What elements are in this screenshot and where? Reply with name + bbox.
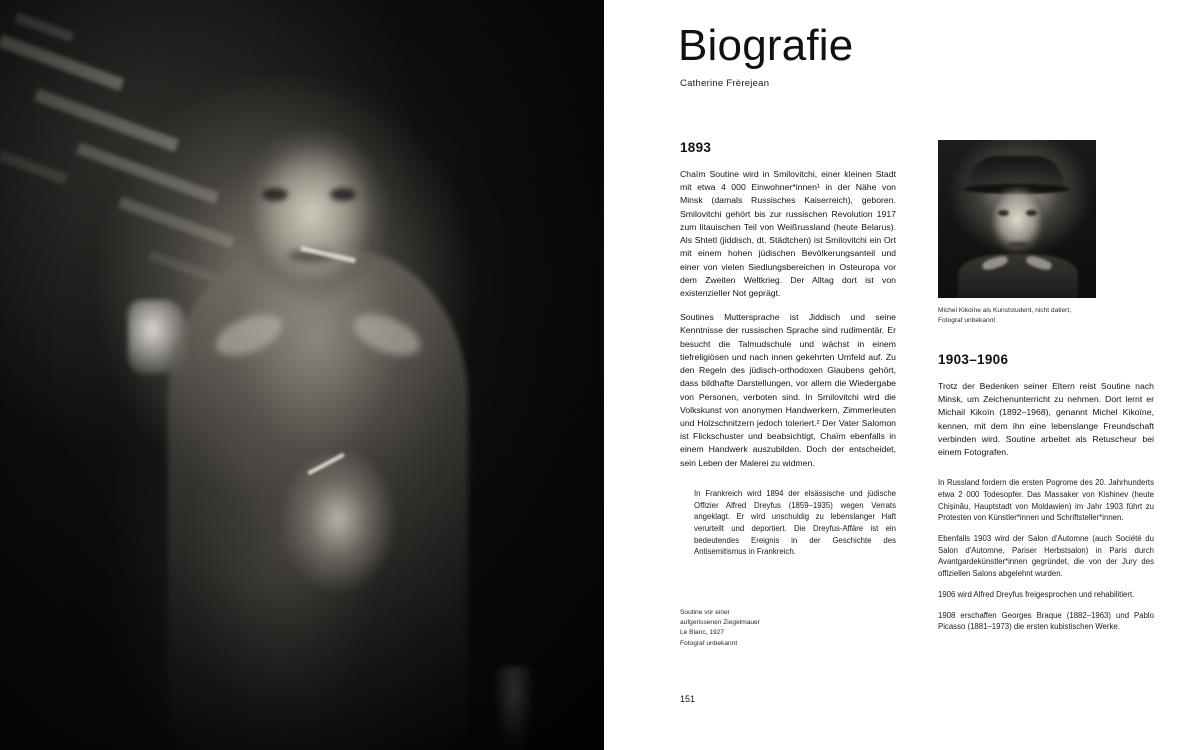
figure-hand bbox=[278, 452, 398, 602]
note-paragraph: In Frankreich wird 1894 der elsässische und jüdische Offizier Alfred Dreyfus (1859–1935) wegen Verrats angeklagt. Er wird unschuldig zu lebenslanger Haft verurteilt und deportiert. Die Dreyfus-Affäre ist ein bedeutendes Ereignis in der Geschichte des Antisemitismus in Frankreich. bbox=[694, 488, 896, 557]
sidebar-note-right bbox=[938, 477, 1154, 633]
author-byline: Catherine Frèrejean bbox=[680, 78, 770, 89]
brick-streak bbox=[76, 142, 219, 204]
stand-object bbox=[494, 666, 534, 750]
note-paragraph: In Russland fordern die ersten Pogrome des 20. Jahrhunderts etwa 2 000 Todesopfer. Das Massaker von Kishinev (heute Chișinău, Hauptstadt von Moldawien) im Jahr 1903 führt zu Protesten von Künstler*innen und Schriftsteller*innen. bbox=[938, 478, 1154, 523]
caption-line: Fotograf unbekannt bbox=[680, 639, 738, 647]
caption-line: Fotograf unbekannt bbox=[938, 316, 996, 324]
figure-eye-left bbox=[262, 188, 288, 201]
paragraph: Trotz der Bedenken seiner Eltern reist Soutine nach Minsk, um Zeichenunterricht zu nehmen. Dort lernt er Michail Kikoïn (1892–1968), genannt Michel Kikoïne, kennen, mit dem ihn eine lebenslange Freundschaft verbinden wird. Soutine arbeitet als Retuscheur bei einem Fotografen. bbox=[938, 381, 1154, 458]
note-paragraph: 1908 erschaffen Georges Braque (1882–1963) und Pablo Picasso (1881–1973) die ersten kubistischen Werke. bbox=[938, 610, 1154, 632]
caption-line: aufgerissenen Ziegelmauer bbox=[680, 619, 760, 627]
note-paragraph: Ebenfalls 1903 wird der Salon d'Automne (auch Société du Salon d'Automne, Pariser Herbstsalon) in Paris durch Avantgardekünstler*innen gegründet, die von der Jury des offiziellen Salons abgelehnt wurden. bbox=[938, 534, 1154, 579]
paragraph: Chaïm Soutine wird in Smilovitchi, einer kleinen Stadt mit etwa 4 000 Einwohner*innen¹ in der Nähe von Minsk (damals Russisches Kaiserreich), geboren. Smilovitchi gehört bis zur russischen Revolution 1917 zum litauischen Teil von Weißrussland (heute Belarus). Als Shtetl (jiddisch, dt. Städtchen) ist Smilovitchi ein Ort mit einem hohen jüdischen Bevölkerungsanteil und einer von vielen Siedlungsbereichen in Osteuropa vor dem Zweiten Weltkrieg. Der Alltag dort ist von existenzieller Not geprägt. bbox=[680, 169, 896, 298]
brick-streak bbox=[0, 150, 68, 184]
brick-streak bbox=[34, 88, 179, 152]
photo-caption-left bbox=[680, 608, 860, 649]
year-heading-1893: 1893 bbox=[680, 140, 712, 155]
brick-streak bbox=[0, 34, 124, 91]
paragraph: Soutines Muttersprache ist Jiddisch und seine Kenntnisse der russischen Sprache sind rudimentär. Er besucht die Talmudschule und wächst in einem tiefreligiösen und nach innen gekehrten Umfeld auf. Zu den Regeln des jüdisch-orthodoxen Glaubens gehört, dass bildhafte Darstellungen, vor allem die Wiedergabe von Personen, verboten sind. In Smilovitchi wird die Volkskunst von anonymen Handwerkern, Zimmerleuten und Holzschnitzern jedoch toleriert.² Der Vater Salomon ist Flickschuster und beabsichtigt, Chaïm ebenfalls in einem Handwerk auszubilden. Doch der entscheidet, sein Leben der Malerei zu widmen. bbox=[680, 312, 896, 468]
brick-streak bbox=[14, 12, 74, 42]
right-page bbox=[604, 0, 1200, 750]
photo-caption-right bbox=[938, 306, 1138, 326]
sidebar-note-left bbox=[680, 488, 896, 558]
column-right bbox=[938, 352, 1154, 633]
page-number: 151 bbox=[680, 694, 696, 704]
figure-eye-right bbox=[330, 188, 356, 201]
michel-kikoine-portrait bbox=[938, 140, 1096, 298]
caption-line: Soutine vor einer bbox=[680, 609, 730, 616]
caption-line: Le Blanc, 1927 bbox=[680, 629, 724, 637]
film-grain-overlay bbox=[938, 140, 1096, 298]
caption-line: Michel Kikoïne als Kunststudent, nicht datiert, bbox=[938, 307, 1072, 314]
year-heading-1903-1906: 1903–1906 bbox=[938, 352, 1009, 367]
column-left bbox=[680, 140, 896, 558]
brick-streak bbox=[148, 250, 217, 283]
note-paragraph: 1906 wird Alfred Dreyfus freigesprochen und rehabilitiert. bbox=[938, 589, 1135, 599]
figure-face bbox=[232, 130, 392, 315]
brick-streak bbox=[118, 196, 235, 248]
page-title: Biografie bbox=[678, 21, 854, 70]
